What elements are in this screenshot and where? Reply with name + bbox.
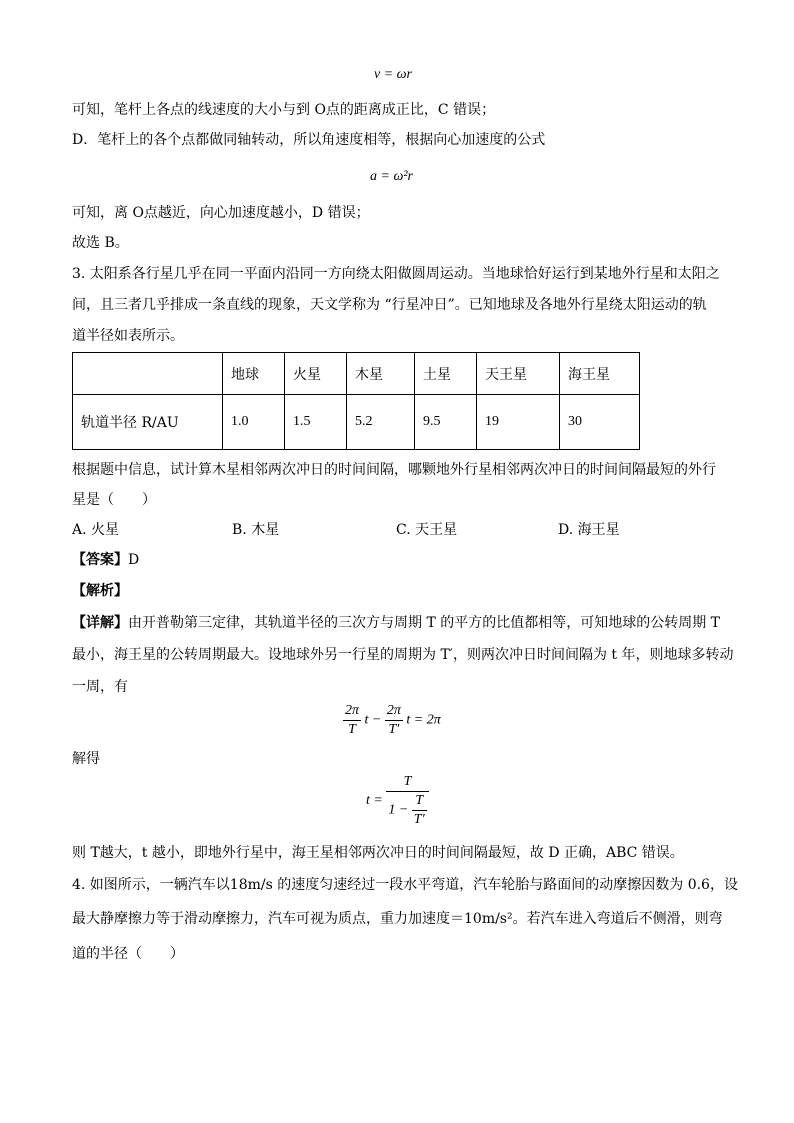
table-header-cell: 火星 [285, 353, 347, 395]
question-3-line-3: 道半径如表所示。 [72, 328, 184, 344]
paragraph-c-conclusion: 可知，笔杆上各点的线速度的大小与到 O点的距离成正比，C 错误； [72, 102, 496, 118]
table-header-cell: 地球 [223, 353, 285, 395]
option-c: C. 天王星 [396, 522, 458, 538]
question-3-line-2: 间，且三者几乎排成一条直线的现象，天文学称为 “行星冲日”。已知地球及各地外行星绕太阳运动的轨 [72, 297, 707, 313]
inner-denominator: T′ [413, 812, 425, 827]
question-4-line-1: 4. 如图所示，一辆汽车以18m/s 的速度匀速经过一段水平弯道，汽车轮胎与路面间的动摩擦因数为 0.6，设 [72, 877, 738, 893]
inner-numerator: T [412, 792, 427, 811]
question-4-line-2: 最大静摩擦力等于滑动摩擦力，汽车可视为质点，重力加速度＝10m/s²。若汽车进入弯道后不侧滑，则弯 [72, 911, 723, 927]
equation-lhs: t = [366, 793, 383, 809]
table-row-label: 轨道半径 R/AU [73, 395, 223, 450]
denominator-prefix: 1 − [388, 802, 409, 818]
formula-a: a = ω²r [370, 169, 413, 184]
analysis-tag [72, 581, 128, 601]
table-cell: 1.5 [285, 395, 347, 450]
table-cell: 30 [560, 395, 640, 450]
fraction-denominator [386, 792, 428, 829]
table-header-cell: 海王星 [560, 353, 640, 395]
question-4-line-3: 道的半径（ ） [72, 946, 184, 962]
answer-tag: 【答案】 [72, 552, 128, 568]
answer-value: D [128, 552, 140, 568]
fraction [386, 773, 428, 829]
option-d: D. 海王星 [558, 522, 620, 538]
table-header-cell [73, 353, 223, 395]
option-b: B. 木星 [232, 522, 280, 538]
fraction [385, 702, 403, 739]
equation-2 [366, 773, 429, 829]
detail-tag: 【详解】 [72, 615, 128, 631]
question-3-line-1: 3. 太阳系各行星几乎在同一平面内沿同一方向绕太阳做圆周运动。当地球恰好运行到某地外行星和太阳之 [72, 266, 720, 282]
inner-fraction [412, 792, 427, 829]
analysis-label: 【解析】 [72, 583, 128, 599]
equation-1 [343, 702, 441, 739]
table-cell: 9.5 [415, 395, 477, 450]
fraction [343, 702, 361, 739]
equation-term: t = 2π [406, 712, 441, 728]
detail-text: 由开普勒第三定律，其轨道半径的三次方与周期 T 的平方的比值都相等，可知地球的公转周期 T [128, 615, 721, 631]
answer-choice-b: 故选 B。 [72, 235, 129, 251]
formula-v: v = ωr [374, 67, 412, 82]
table-header-cell: 木星 [347, 353, 415, 395]
fraction-denominator: T′ [388, 722, 400, 737]
table-header-row [73, 353, 640, 395]
answer-line [72, 550, 139, 570]
table-cell: 5.2 [347, 395, 415, 450]
option-a: A. 火星 [72, 522, 120, 538]
fraction-numerator: 2π [385, 702, 403, 721]
detail-line-1 [72, 613, 720, 633]
table-cell: 19 [477, 395, 560, 450]
fraction-numerator: 2π [343, 702, 361, 721]
conclusion-line: 则 T越大，t 越小，即地外行星中，海王星相邻两次冲日的时间间隔最短，故 D 正确，ABC 错误。 [72, 845, 684, 861]
table-header-cell: 土星 [415, 353, 477, 395]
table-row [73, 395, 640, 450]
paragraph-d-conclusion: 可知，离 O点越近，向心加速度越小，D 错误； [72, 205, 370, 221]
detail-line-2: 最小，海王星的公转周期最大。设地球外另一行星的周期为 T′，则两次冲日时间间隔为 t 年，则地球多转动 [72, 647, 734, 663]
detail-line-3: 一周，有 [72, 679, 128, 695]
fraction-denominator: T [348, 722, 356, 737]
table-cell: 1.0 [223, 395, 285, 450]
orbit-radius-table [72, 352, 640, 450]
table-header-cell: 天王星 [477, 353, 560, 395]
paragraph-d-statement: D．笔杆上的各个点都做同轴转动，所以角速度相等，根据向心加速度的公式 [72, 132, 546, 148]
solve-label: 解得 [72, 751, 100, 767]
question-3-ask-2: 星是（ ） [72, 492, 156, 508]
question-3-ask-1: 根据题中信息，试计算木星相邻两次冲日的时间间隔，哪颗地外行星相邻两次冲日的时间间隔最短的外行 [72, 462, 716, 478]
equation-term: t − [364, 712, 382, 728]
fraction-numerator: T [386, 773, 428, 792]
